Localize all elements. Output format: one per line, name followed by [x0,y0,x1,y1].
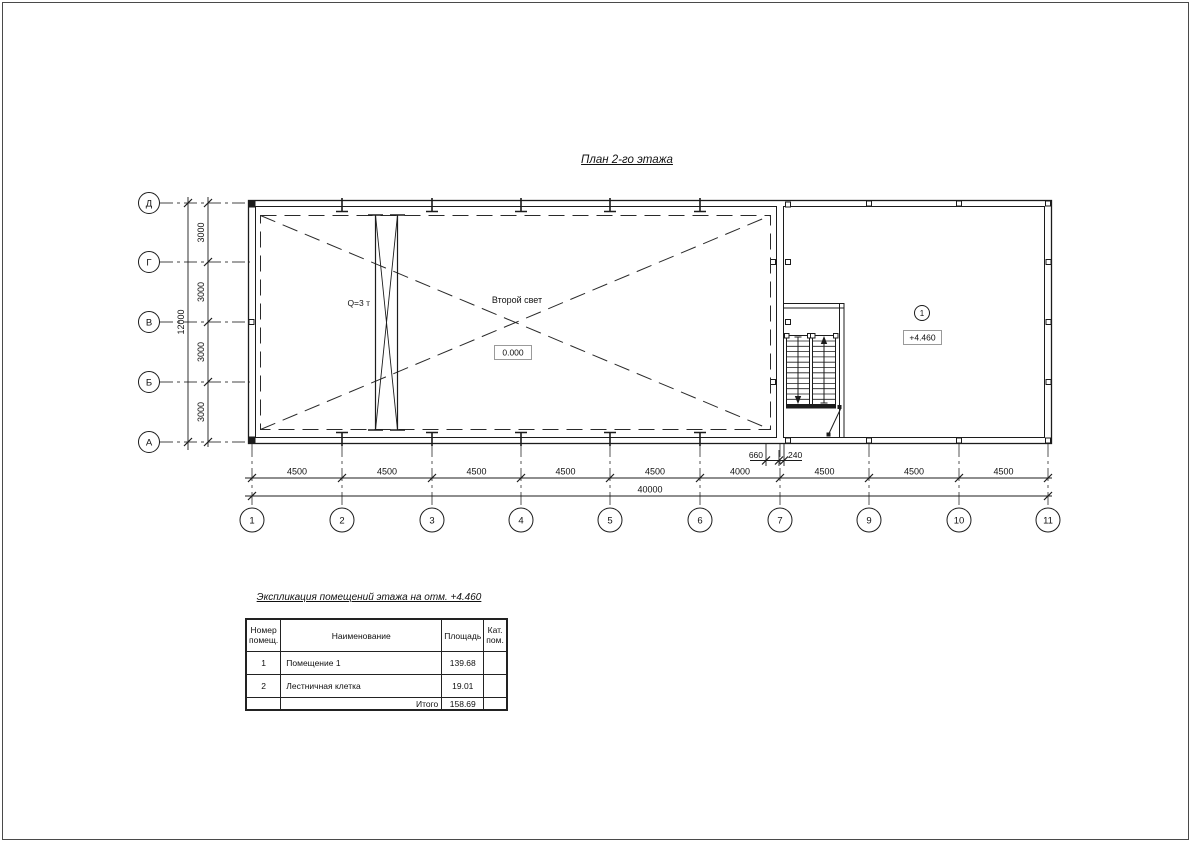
axis-lines [160,203,1048,507]
room-area-cell: 139.68 [442,652,484,675]
column-marks-left-room [336,198,706,446]
dim-bottom-seg-5: 4500 [644,466,666,477]
dim-stair-left: 660 [748,450,763,460]
walls [249,201,1052,444]
dim-bottom-seg-9: 4500 [993,466,1014,477]
room-schedule-table [245,618,508,711]
header-category-line1: Кат. [487,624,503,635]
header-number-line1: Номер [250,624,277,635]
axis-bubbles-bottom [240,508,1060,532]
dim-bottom-seg-7: 4500 [814,466,835,477]
schedule-total-row [246,698,507,711]
total-area-cell: 158.69 [442,698,484,711]
col-header-area: Площадь [442,619,484,652]
level-mark-void: 0.000 [502,347,524,358]
dim-left-seg-1: 3000 [196,222,206,243]
room-number-bubble [915,306,930,321]
dim-bottom-seg-3: 4500 [466,466,487,477]
room-name-cell: Лестничная клетка [281,675,442,698]
stairwell [784,304,845,438]
level-mark-void-box [495,346,532,360]
col-header-number [246,619,281,652]
dim-left-seg-4: 3000 [196,401,206,423]
column-marks-squares [249,201,1051,443]
dim-bottom-seg-4: 4500 [555,466,576,477]
total-label-cell: Итого [281,698,442,711]
level-mark-room-box [904,331,942,345]
axis-label-b: Б [145,377,153,389]
room-area-cell: 19.01 [442,675,484,698]
col-header-name: Наименование [281,619,442,652]
schedule-header-row [246,619,507,652]
schedule-title: Экспликация помещений этажа на отм. +4.460 [256,592,482,603]
header-number-line2: помещ. [249,634,279,645]
room-category-cell [484,652,507,675]
schedule-row-1 [246,652,507,675]
axis-label-3: 3 [429,515,435,527]
axis-label-4: 4 [518,515,524,527]
axis-label-9: 9 [866,515,872,527]
void-dashed-cross [261,216,771,430]
axis-label-2: 2 [339,515,345,527]
room-category-cell [484,675,507,698]
dim-bottom-seg-6: 4000 [729,466,751,477]
dim-bottom-seg-2: 4500 [376,466,398,477]
dim-left-total: 12000 [176,309,186,335]
void-label: Второй свет [491,295,543,305]
dim-bottom-total: 40000 [637,484,663,495]
axis-label-v: В [145,317,153,329]
axis-label-11: 11 [1043,515,1053,527]
dim-bottom-seg-8: 4500 [903,466,925,477]
crane-capacity-label: Q=3 т [347,298,370,308]
axis-label-10: 10 [953,515,965,527]
header-category-line2: пом. [486,634,504,645]
room-number: 1 [919,309,925,318]
schedule-row-2 [246,675,507,698]
axis-label-d: Д [145,198,153,210]
axis-label-7: 7 [777,515,783,527]
dim-left-seg-2: 3000 [196,281,206,303]
drawing-title: План 2-го этажа [581,154,673,166]
level-mark-room: +4.460 [909,332,936,343]
axis-label-g: Г [146,257,152,269]
total-empty-cell [246,698,281,711]
axis-label-a: А [145,437,153,449]
dim-left-seg-3: 3000 [196,341,206,363]
axis-label-5: 5 [607,515,613,527]
crane-beam [368,215,405,430]
axis-label-6: 6 [697,515,703,527]
axis-label-1: 1 [249,515,255,527]
dim-stair-right: 240 [788,450,803,460]
room-number-cell: 1 [246,652,281,675]
room-number-cell: 2 [246,675,281,698]
dim-bottom-seg-1: 4500 [286,466,308,477]
total-category-cell [484,698,507,711]
col-header-category [484,619,507,652]
room-name-cell: Помещение 1 [281,652,442,675]
